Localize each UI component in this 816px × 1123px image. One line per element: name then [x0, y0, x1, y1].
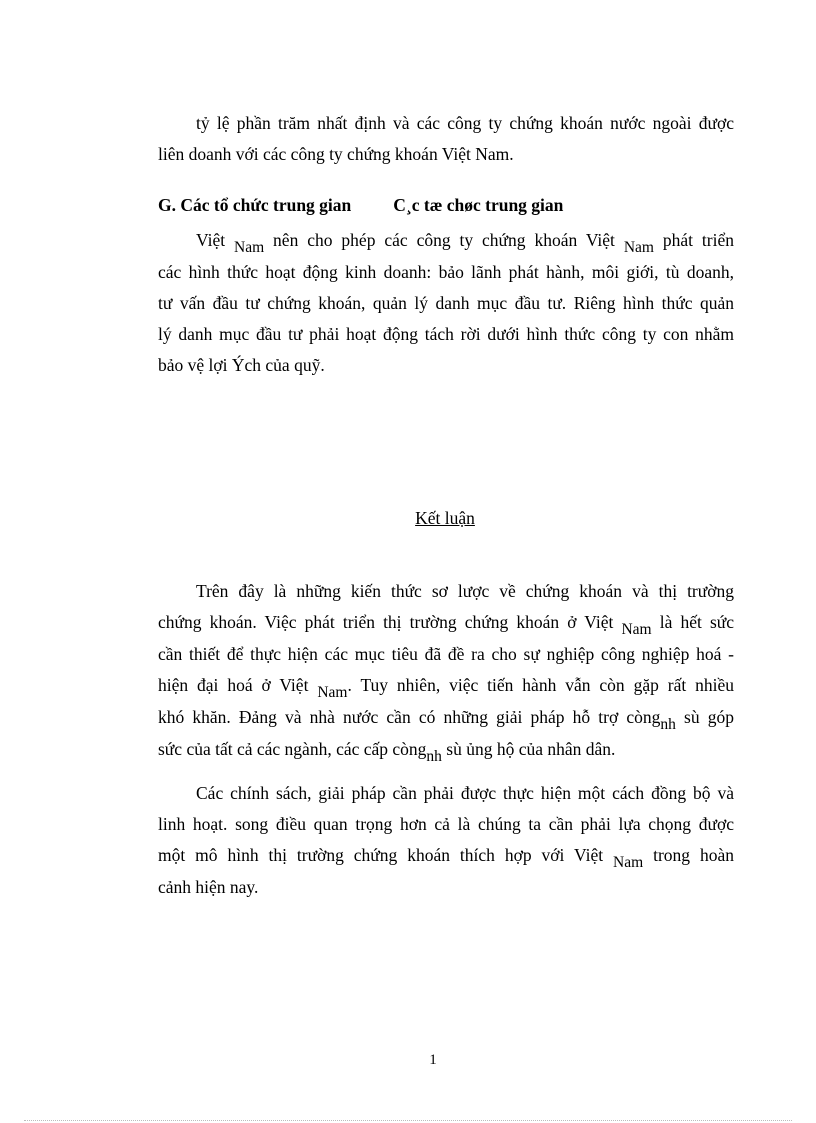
text-line: cảnh hiện nay.: [158, 877, 259, 897]
text-line: hiện đại hoá ở Việt Nam. Tuy nhiên, việc tiến hành vẫn còn gặp rất nhiều: [158, 675, 734, 701]
heading-text: G. Các tổ chức trung gian: [158, 195, 352, 215]
text-line: một mô hình thị trường chứng khoán thích hợp với Việt Nam trong hoàn: [158, 845, 734, 871]
text-line: Trên đây là những kiến thức sơ lược về chứng khoán và thị trường: [196, 581, 734, 601]
text-line: tỷ lệ phần trăm nhất định và các công ty chứng khoán nước ngoài được: [196, 113, 734, 133]
section-heading: [158, 191, 563, 219]
text-line: linh hoạt. song điều quan trọng hơn cả là chúng ta cần phải lựa chọng được: [158, 814, 734, 834]
page-number: 1: [429, 1052, 437, 1068]
conclusion-title: Kết luận: [415, 508, 475, 528]
text-line: lý danh mục đầu tư phải hoạt động tách rời dưới hình thức công ty con nhằm: [158, 324, 734, 344]
text-line: bảo vệ lợi Ých của quỹ.: [158, 355, 325, 375]
text-line: cần thiết để thực hiện các mục tiêu đã đề ra cho sự nghiệp công nghiệp hoá -: [158, 644, 734, 664]
paragraph-conclusion-1: [158, 576, 734, 766]
paragraph-conclusion-2: [158, 778, 734, 903]
text-line: sức của tất cả các ngành, các cấp còngnh sù ủng hộ của nhân dân.: [158, 739, 616, 765]
text-line: tư vấn đầu tư chứng khoán, quản lý danh mục đầu tư. Riêng hình thức quản: [158, 293, 734, 313]
text-line: liên doanh với các công ty chứng khoán Việt Nam.: [158, 144, 514, 164]
footer-divider: [24, 1120, 792, 1121]
text-line: khó khăn. Đảng và nhà nước cần có những giải pháp hỗ trợ còngnh sù góp: [158, 707, 734, 733]
paragraph-intermediaries: [158, 225, 734, 381]
text-line: Các chính sách, giải pháp cần phải được thực hiện một cách đồng bộ và: [196, 783, 734, 803]
heading-garbled-text: C¸c tæ chøc trung gian: [393, 195, 564, 215]
text-line: Việt Nam nên cho phép các công ty chứng khoán Việt Nam phát triển: [196, 230, 734, 256]
paragraph-intro: [158, 108, 734, 170]
text-line: chứng khoán. Việc phát triển thị trường chứng khoán ở Việt Nam là hết sức: [158, 612, 735, 638]
text-line: các hình thức hoạt động kinh doanh: bảo lãnh phát hành, môi giới, tù doanh,: [158, 262, 734, 282]
